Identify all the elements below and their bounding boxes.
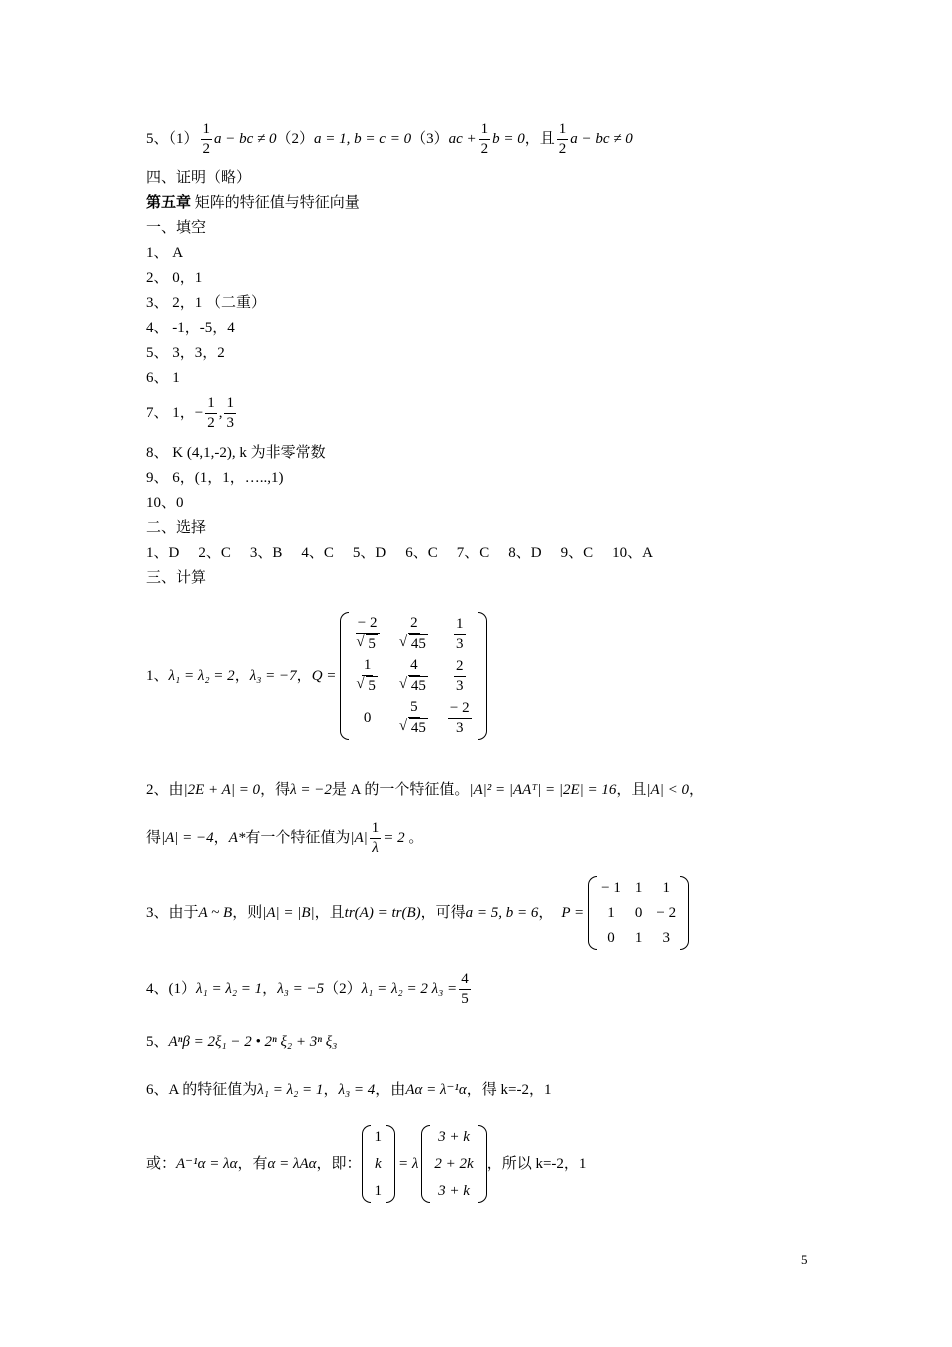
choice-answers: [146, 543, 653, 563]
calc-q6-line1: 6、A 的特征值为λ₁ = λ₂ = 1，λ₃ = 4，由Aα = λ⁻¹α，得 k=-2，1: [146, 1082, 552, 1098]
choice-answer: 2、C: [198, 545, 231, 561]
calc-q2-line1: 2、由|2E + A| = 0，得λ = −2是 A 的一个特征值。|A|² = |AAᵀ| = |2E| = 16，且|A| < 0，: [146, 782, 704, 798]
chapter-heading: [146, 193, 360, 213]
fill-item-9: 9、 6，(1，1，…..,1): [146, 470, 284, 486]
fraction-half: $\frac{1}{2}$: [202, 121, 211, 157]
matrix-q: − 2 √ 5 2 √ 45 $\frac{1}{3}$ 1 √ 5 4 √ 45 $\frac{2}{3}$ 0 5 √ 45 $\frac{- 2}{3}$: [340, 612, 486, 740]
fill-item-7: 7、 1，− $\frac{1}{2}$ , $\frac{1}{3}$: [146, 395, 234, 431]
fill-item-4: 4、 -1，-5，4: [146, 320, 235, 336]
fill-heading: 一、填空: [146, 220, 207, 236]
q5-part1: a − bc ≠ 0: [214, 130, 277, 147]
calc-q4: 4、(1）λ₁ = λ₂ = 1，λ₃ = −5（2）λ₁ = λ₂ = 2 λ₃ = $\frac{4}{5}$: [146, 971, 469, 1007]
choice-answer: 5、D: [352, 545, 387, 561]
matrix-p: − 1 1 1 1 0 − 2 0 1 3: [588, 876, 689, 950]
calc-q5: 5、Aⁿβ = 2ξ₁ − 2 • 2ⁿ ξ₂ + 3ⁿ ξ₃: [146, 1034, 338, 1050]
fraction-half: $\frac{1}{2}$: [558, 121, 567, 157]
choice-heading: 二、选择: [146, 520, 207, 536]
choice-answer: 6、C: [405, 545, 438, 561]
chapter-title: 矩阵的特征值与特征向量: [191, 195, 360, 211]
choice-answer: 3、B: [249, 545, 283, 561]
calc-q3: 3、由于 A ~ B ，则 |A| = |B| ，且 tr(A) = tr(B) ，可得 a = 5, b = 6 ， P = − 1 1 1 1 0 − 2 0 1 3: [146, 872, 689, 954]
choice-answer: 10、A: [612, 545, 653, 561]
fraction-half: $\frac{1}{2}$: [480, 121, 489, 157]
vector-3k-22k-3k: 3 + k 2 + 2k 3 + k: [421, 1125, 486, 1203]
chapter-label: 第五章: [146, 195, 192, 211]
fill-item-10: 10、0: [146, 495, 184, 511]
choice-answer: 8、D: [508, 545, 542, 561]
q5-prefix: 5、（1）: [146, 130, 199, 147]
vector-1-k-1: 1 k 1: [362, 1125, 396, 1203]
calc-q1: 1、 λ₁ = λ₂ = 2 ， λ₃ = −7 ， Q = − 2 √ 5 2 √ 45 $\frac{1}{3}$ 1 √ 5 4 √ 45 $\frac{2}{3}$ 0 5 √ 45 $\frac{- 2}{3}$: [146, 602, 487, 750]
fill-item-8: 8、 K (4,1,-2), k 为非零常数: [146, 445, 326, 461]
fill-item-1: 1、 A: [146, 245, 184, 261]
page-number: 5: [801, 1252, 808, 1267]
choice-answer: 7、C: [456, 545, 490, 561]
q5-part2: a = 1, b = c = 0: [314, 130, 412, 147]
prev-chapter-q5: 5、（1） $\frac{1}{2}$ a − bc ≠ 0（2）a = 1, b = c = 0（3）ac + $\frac{1}{2}$ b = 0，且 $\frac{1}{2}$ a − bc ≠ 0: [146, 121, 633, 157]
calc-heading: 三、计算: [146, 570, 207, 586]
calc-q6-line2: 或： A⁻¹α = λα ，有 α = λAα ，即： 1 k 1 = λ 3 + k 2 + 2k 3 + k ，所以 k=-2，1: [146, 1122, 586, 1206]
choice-answer: 9、C: [560, 545, 594, 561]
calc-q2-line2: 得|A| = −4，A*有一个特征值为|A| $\frac{1}{\lambda}$ = 2 。: [146, 820, 424, 856]
choice-answer: 1、D: [146, 545, 180, 561]
fill-item-2: 2、 0，1: [146, 270, 203, 286]
fill-item-5: 5、 3，3，2: [146, 345, 225, 361]
fill-item-6: 6、 1: [146, 370, 180, 386]
choice-answer: 4、C: [301, 545, 334, 561]
proof-line: 四、证明（略）: [146, 170, 252, 186]
fill-item-3: 3、 2，1 （二重）: [146, 295, 267, 311]
